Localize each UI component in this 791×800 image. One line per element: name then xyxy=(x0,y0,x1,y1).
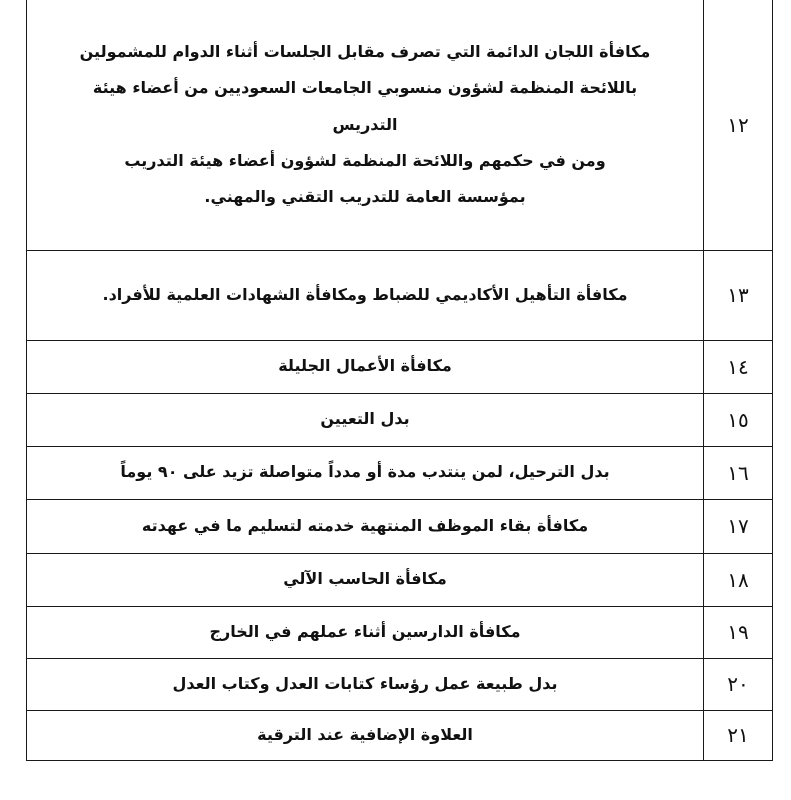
description-line: باللائحة المنظمة لشؤون منسوبي الجامعات السعوديين من أعضاء هيئة xyxy=(92,78,638,98)
row-description: مكافأة الدارسين أثناء عملهم في الخارج xyxy=(27,606,704,658)
description-line: مكافأة اللجان الدائمة التي تصرف مقابل الجلسات أثناء الدوام للمشمولين xyxy=(79,41,651,61)
row-description: العلاوة الإضافية عند الترقية xyxy=(27,710,704,760)
row-description: مكافأة التأهيل الأكاديمي للضباط ومكافأة الشهادات العلمية للأفراد. xyxy=(27,250,704,340)
row-description: بدل الترحيل، لمن ينتدب مدة أو مدداً متواصلة تزيد على ٩٠ يوماً xyxy=(27,446,704,499)
row-number: ٢١ xyxy=(704,710,773,760)
row-description: بدل طبيعة عمل رؤساء كتابات العدل وكتاب العدل xyxy=(27,658,704,710)
table-row xyxy=(27,393,773,446)
row-number: ١٥ xyxy=(704,393,773,446)
row-number: ١٩ xyxy=(704,606,773,658)
row-description: مكافأة الحاسب الآلي xyxy=(27,553,704,606)
row-number: ١٣ xyxy=(704,250,773,340)
description-line: ومن في حكمهم واللائحة المنظمة لشؤون أعضاء هيئة التدريب xyxy=(124,150,606,170)
row-description: بدل التعيين xyxy=(27,393,704,446)
table-row xyxy=(27,606,773,658)
table-row xyxy=(27,553,773,606)
row-description xyxy=(27,0,704,250)
row-number: ١٢ xyxy=(704,0,773,250)
table-row xyxy=(27,0,773,250)
description-line: بمؤسسة العامة للتدريب التقني والمهني. xyxy=(204,187,526,207)
table-row xyxy=(27,446,773,499)
row-number: ١٦ xyxy=(704,446,773,499)
row-number: ١٧ xyxy=(704,499,773,553)
table-row xyxy=(27,499,773,553)
allowances-table xyxy=(26,0,773,761)
row-description: مكافأة الأعمال الجليلة xyxy=(27,340,704,393)
table-row xyxy=(27,658,773,710)
row-description: مكافأة بقاء الموظف المنتهية خدمته لتسليم ما في عهدته xyxy=(27,499,704,553)
row-number: ١٤ xyxy=(704,340,773,393)
row-number: ٢٠ xyxy=(704,658,773,710)
table-row xyxy=(27,340,773,393)
table-row xyxy=(27,250,773,340)
table-row xyxy=(27,710,773,760)
row-number: ١٨ xyxy=(704,553,773,606)
description-line: التدريس xyxy=(332,114,398,134)
